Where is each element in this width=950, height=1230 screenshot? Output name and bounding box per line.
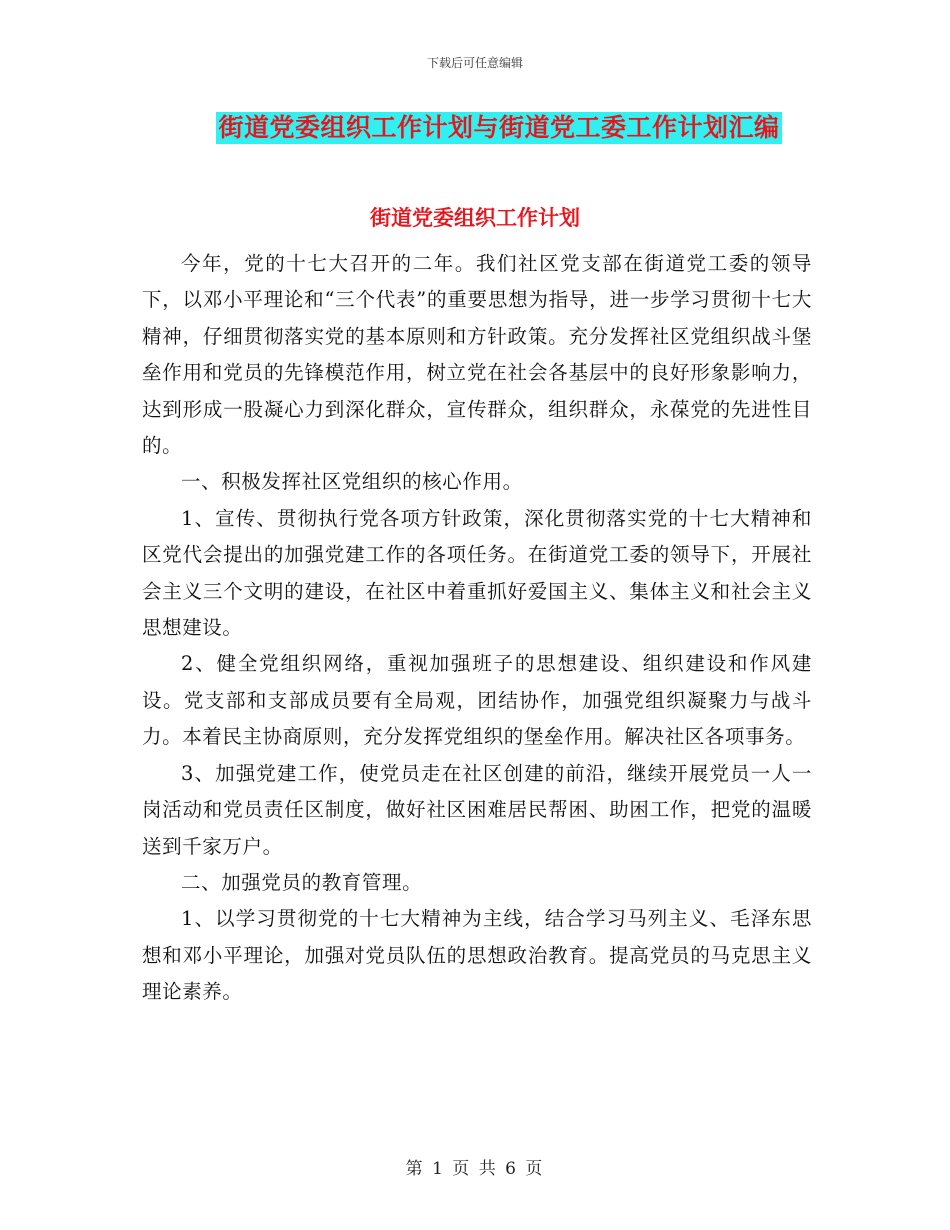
paragraph-heading-1: 一、积极发挥社区党组织的核心作用。 bbox=[181, 470, 523, 494]
page-number-footer: 第 1 页 共 6 页 bbox=[405, 1159, 545, 1179]
paragraph-intro: 今年，党的十七大召开的二年。我们社区党支部在街道党工委的领导下，以邓小平理论和“三个代表”的重要思想为指导，进一步学习贯彻十七大精神，仔细贯彻落实党的基本原则和方针政策。充分发挥社区党组织战斗堡垒作用和党员的先锋模范作用，树立党在社会各基层中的良好形象影响力，达到形成一股凝心力到深化群众，宣传群众，组织群众，永葆党的先进性目的。 bbox=[142, 252, 812, 458]
document-title: 街道党委组织工作计划与街道党工委工作计划汇编 bbox=[218, 113, 780, 142]
section-title: 街道党委组织工作计划 bbox=[370, 206, 580, 230]
document-title-container bbox=[0, 112, 950, 144]
paragraph-heading-2: 二、加强党员的教育管理。 bbox=[181, 870, 423, 894]
paragraph-item: 3、加强党建工作，使党员走在社区创建的前沿，继续开展党员一人一岗活动和党员责任区制度，做好社区困难居民帮困、助困工作，把党的温暖送到千家万户。 bbox=[142, 761, 812, 858]
paragraph-item: 2、健全党组织网络，重视加强班子的思想建设、组织建设和作风建设。党支部和支部成员要有全局观，团结协作，加强党组织凝聚力与战斗力。本着民主协商原则，充分发挥党组织的堡垒作用。解决社区各项事务。 bbox=[142, 652, 812, 749]
document-body bbox=[142, 246, 812, 1011]
header-note: 下载后可任意编辑 bbox=[426, 56, 523, 70]
paragraph-item: 1、宣传、贯彻执行党各项方针政策，深化贯彻落实党的十七大精神和区党代会提出的加强党建工作的各项任务。在街道党工委的领导下，开展社会主义三个文明的建设，在社区中着重抓好爱国主义、集体主义和社会主义思想建设。 bbox=[142, 506, 812, 640]
paragraph-item: 1、以学习贯彻党的十七大精神为主线，结合学习马列主义、毛泽东思想和邓小平理论，加强对党员队伍的思想政治教育。提高党员的马克思主义理论素养。 bbox=[142, 907, 812, 1004]
